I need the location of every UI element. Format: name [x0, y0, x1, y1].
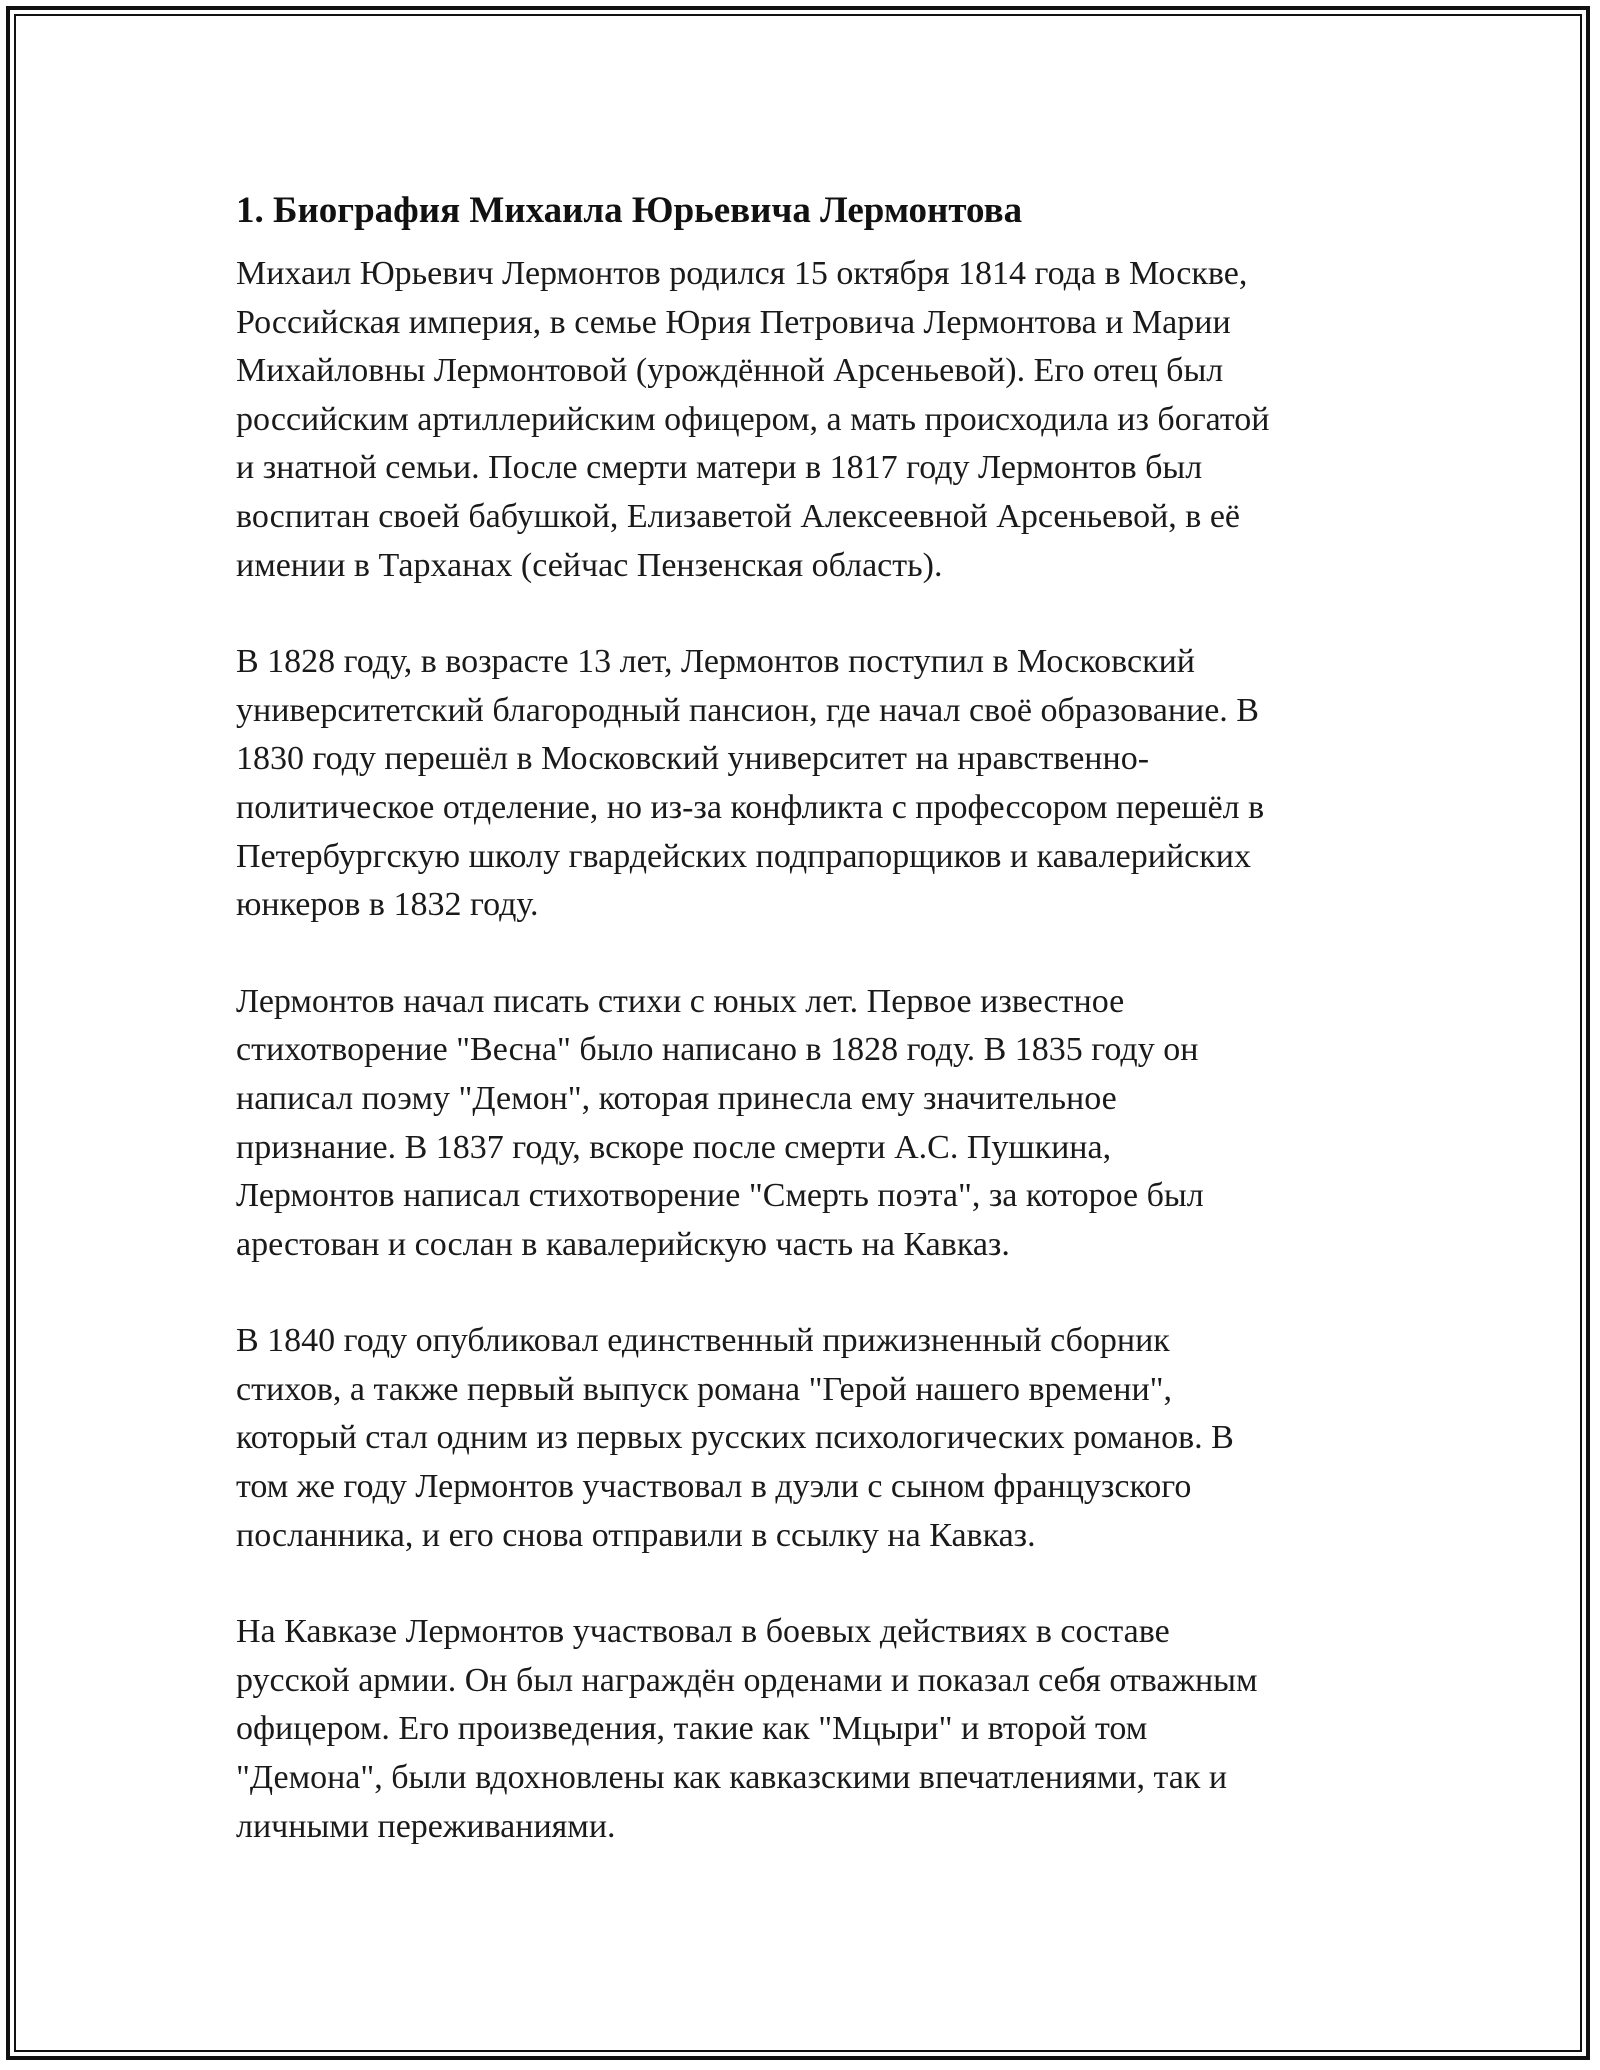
text-line: На Кавказе Лермонтов участвовал в боевых действиях в составе	[236, 1613, 1170, 1651]
text-line: стихотворение "Весна" было написано в 1828 году. В 1835 году он	[236, 1031, 1199, 1069]
text-line: Михаил Юрьевич Лермонтов родился 15 октября 1814 года в Москве,	[236, 255, 1248, 292]
text-line: посланника, и его снова отправили в ссылку на Кавказ.	[236, 1516, 1036, 1554]
text-line: написал поэму "Демон", которая принесла ему значительное	[236, 1079, 1117, 1117]
text-line: российским артиллерийским офицером, а мать происходила из богатой	[236, 400, 1270, 438]
paragraph-education	[236, 638, 1366, 930]
text-line: Лермонтов начал писать стихи с юных лет. Первое известное	[236, 982, 1125, 1020]
paragraph-caucasus	[236, 1608, 1366, 1851]
text-line: арестован и сослан в кавалерийскую часть на Кавказ.	[236, 1225, 1010, 1263]
text-line: офицером. Его произведения, такие как "Мцыри" и второй том	[236, 1710, 1148, 1748]
document-body	[236, 186, 1366, 1899]
paragraph-birth-childhood	[236, 250, 1366, 590]
text-line: Российская империя, в семье Юрия Петровича Лермонтова и Марии	[236, 303, 1231, 341]
text-line: Петербургскую школу гвардейских подпрапорщиков и кавалерийских	[236, 837, 1251, 875]
text-line: русской армии. Он был награждён орденами и показал себя отважным	[236, 1661, 1258, 1699]
text-line: политическое отделение, но из-за конфликта с профессором перешёл в	[236, 788, 1265, 826]
text-line: воспитан своей бабушкой, Елизаветой Алексеевной Арсеньевой, в её	[236, 497, 1240, 535]
text-line: Михайловны Лермонтовой (урождённой Арсеньевой). Его отец был	[236, 352, 1224, 390]
text-line: В 1840 году опубликовал единственный прижизненный сборник	[236, 1322, 1170, 1360]
text-line: "Демона", были вдохновлены как кавказскими впечатлениями, так и	[236, 1759, 1228, 1797]
paragraph-early-poetry	[236, 978, 1366, 1270]
text-line: личными переживаниями.	[236, 1807, 616, 1845]
text-line: и знатной семьи. После смерти матери в 1817 году Лермонтов был	[236, 449, 1203, 487]
paragraph-publication-duel	[236, 1317, 1366, 1560]
text-line: который стал одним из первых русских психологических романов. В	[236, 1419, 1234, 1457]
text-line: том же году Лермонтов участвовал в дуэли с сыном французского	[236, 1468, 1192, 1506]
text-line: юнкеров в 1832 году.	[236, 886, 539, 924]
text-line: университетский благородный пансион, где начал своё образование. В	[236, 691, 1259, 729]
text-line: В 1828 году, в возрасте 13 лет, Лермонтов поступил в Московский	[236, 643, 1195, 681]
text-line: Лермонтов написал стихотворение "Смерть поэта", за которое был	[236, 1177, 1204, 1215]
text-line: стихов, а также первый выпуск романа "Герой нашего времени",	[236, 1370, 1173, 1408]
text-line: 1830 году перешёл в Московский университет на нравственно-	[236, 740, 1150, 778]
text-line: имении в Тарханах (сейчас Пензенская область).	[236, 546, 943, 584]
text-line: признание. В 1837 году, вскоре после смерти А.С. Пушкина,	[236, 1128, 1112, 1166]
section-heading: 1. Биография Михаила Юрьевича Лермонтова	[236, 190, 1023, 231]
